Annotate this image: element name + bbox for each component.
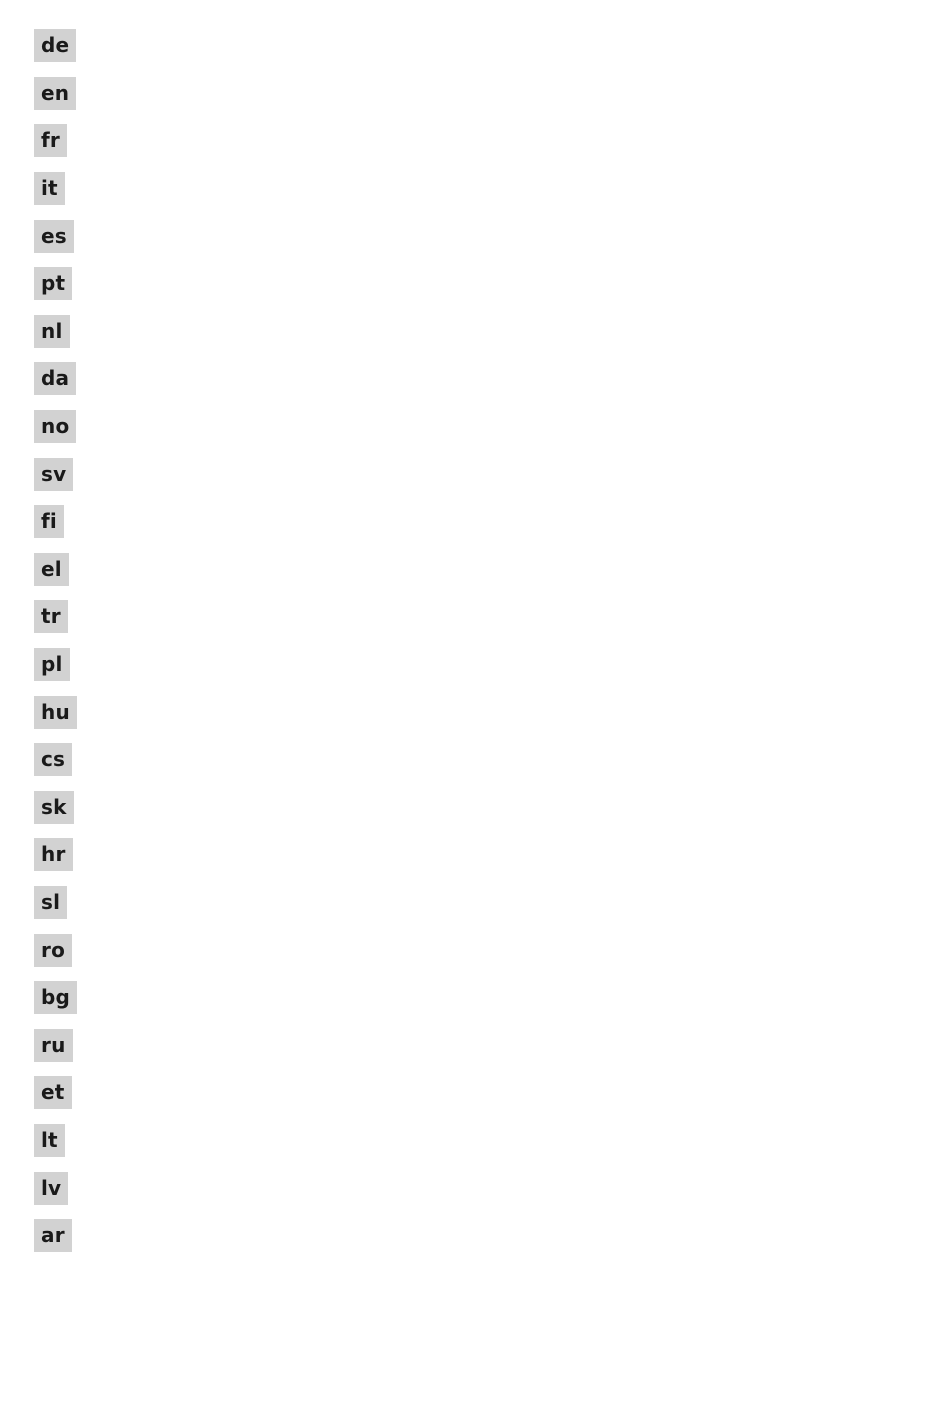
language-code-ru: ru [34, 1029, 73, 1062]
list-item [34, 1069, 77, 1117]
language-code-nl: nl [34, 315, 70, 348]
list-item [34, 1212, 77, 1260]
list-item [34, 165, 77, 213]
language-code-en: en [34, 77, 76, 110]
list-item [34, 450, 77, 498]
list-item [34, 546, 77, 594]
list-item [34, 926, 77, 974]
language-code-cs: cs [34, 743, 72, 776]
language-code-lt: lt [34, 1124, 65, 1157]
language-code-sv: sv [34, 458, 73, 491]
language-code-da: da [34, 362, 76, 395]
list-item [34, 641, 77, 689]
language-code-bg: bg [34, 981, 77, 1014]
language-code-no: no [34, 410, 76, 443]
list-item [34, 688, 77, 736]
list-item [34, 212, 77, 260]
language-code-fi: fi [34, 505, 64, 538]
list-item [34, 117, 77, 165]
list-item [34, 879, 77, 927]
list-item [34, 308, 77, 356]
list-item [34, 22, 77, 70]
list-item [34, 784, 77, 832]
language-code-hu: hu [34, 696, 77, 729]
list-item [34, 1164, 77, 1212]
language-code-fr: fr [34, 124, 67, 157]
language-code-hr: hr [34, 838, 73, 871]
list-item [34, 403, 77, 451]
list-item [34, 355, 77, 403]
list-item [34, 831, 77, 879]
list-item [34, 593, 77, 641]
list-item [34, 974, 77, 1022]
language-code-tr: tr [34, 600, 68, 633]
list-item [34, 736, 77, 784]
language-code-de: de [34, 29, 76, 62]
language-code-pl: pl [34, 648, 70, 681]
language-code-ar: ar [34, 1219, 72, 1252]
language-code-el: el [34, 553, 69, 586]
language-code-list [0, 0, 77, 1259]
language-code-pt: pt [34, 267, 72, 300]
list-item [34, 498, 77, 546]
list-item [34, 1021, 77, 1069]
list-item [34, 260, 77, 308]
language-code-ro: ro [34, 934, 72, 967]
language-code-et: et [34, 1076, 72, 1109]
list-item [34, 70, 77, 118]
language-code-sk: sk [34, 791, 74, 824]
language-code-lv: lv [34, 1172, 68, 1205]
list-item [34, 1117, 77, 1165]
language-code-sl: sl [34, 886, 67, 919]
language-code-it: it [34, 172, 65, 205]
language-code-es: es [34, 220, 74, 253]
